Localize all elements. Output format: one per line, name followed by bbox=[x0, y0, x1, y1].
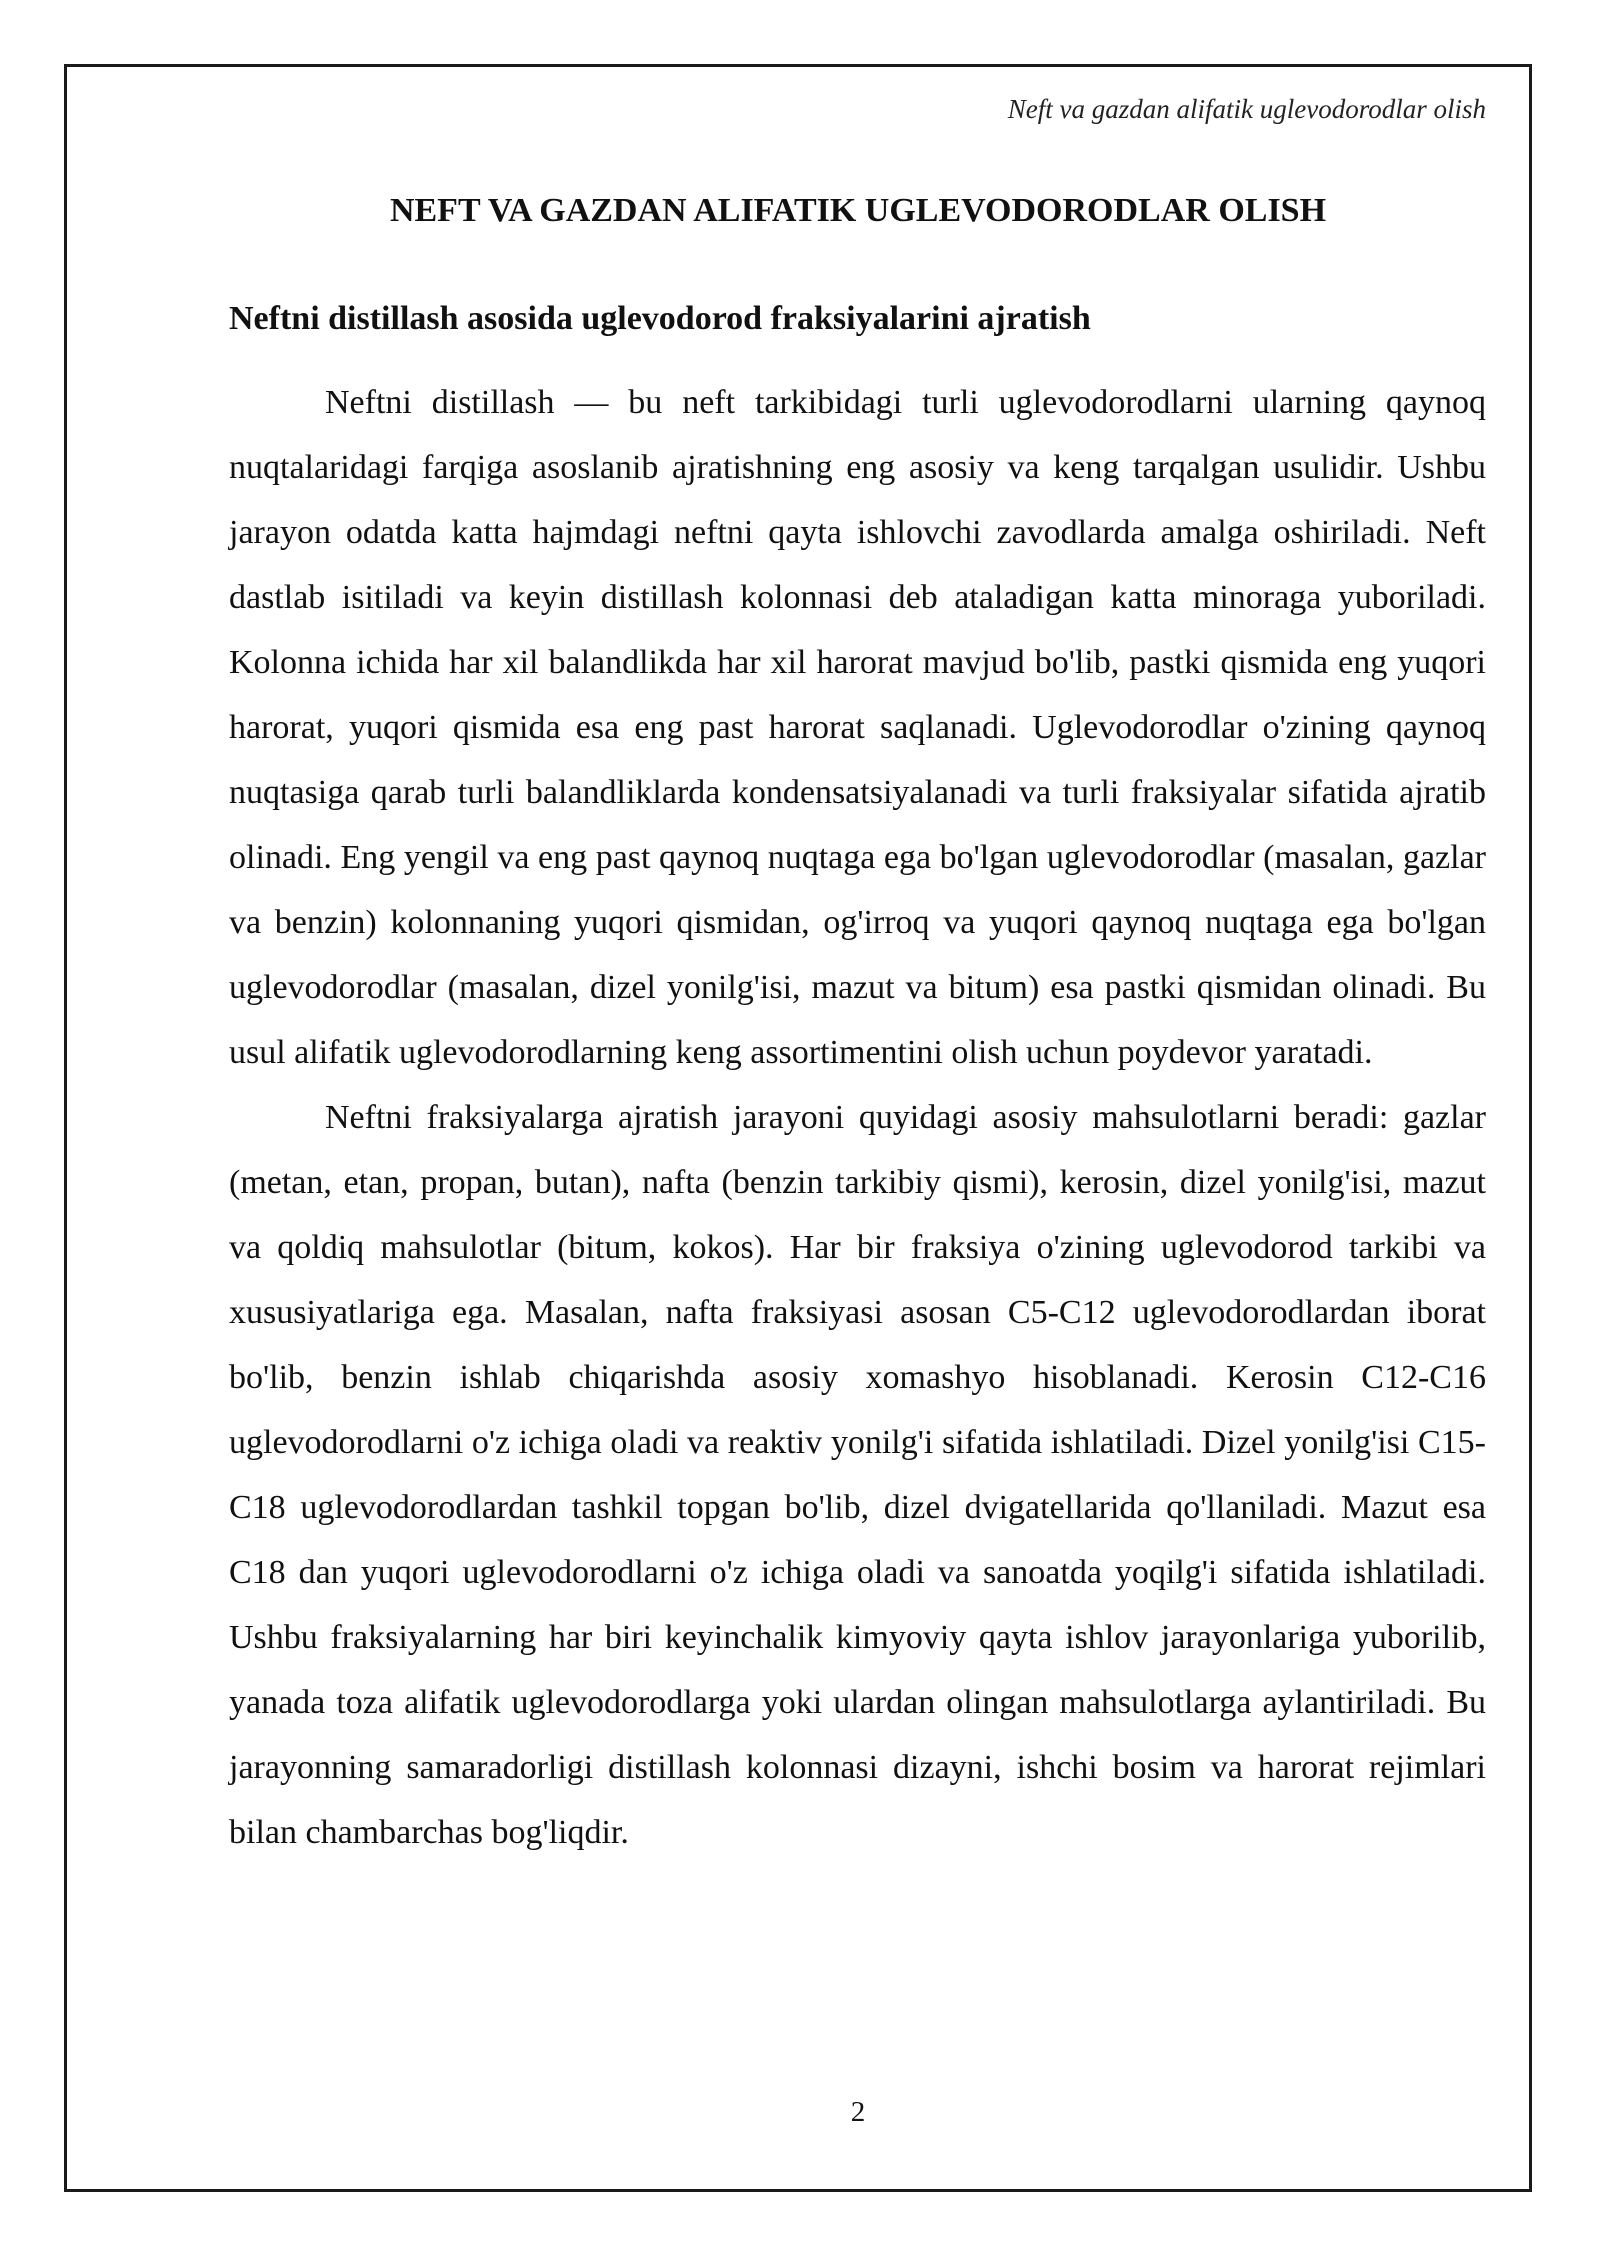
paragraph: Neftni fraksiyalarga ajratish jarayoni quyidagi asosiy mahsulotlarni beradi: gazlar (metan, etan, propan, butan), nafta (benzin tarkibiy qismi), kerosin, dizel yonilg'isi, mazut va qoldiq mahsulotlar (bitum, kokos). Har bir fraksiya o'zining uglevodorod tarkibi va xususiyatlariga ega. Masalan, nafta fraksiyasi asosan C5-C12 uglevodorodlardan iborat bo'lib, benzin ishlab chiqarishda asosiy xomashyo hisoblanadi. Kerosin C12-C16 uglevodorodlarni o'z ichiga oladi va reaktiv yonilg'i sifatida ishlatiladi. Dizel yonilg'isi C15-C18 uglevodorodlardan tashkil topgan bo'lib, dizel dvigatellarida qo'llaniladi. Mazut esa C18 dan yuqori uglevodorodlarni o'z ichiga oladi va sanoatda yoqilg'i sifatida ishlatiladi. Ushbu fraksiyalarning har biri keyinchalik kimyoviy qayta ishlov jarayonlariga yuborilib, yanada toza alifatik uglevodorodlarga yoki ulardan olingan mahsulotlarga aylantiriladi. Bu jarayonning samaradorligi distillash kolonnasi dizayni, ishchi bosim va harorat rejimlari bilan chambarchas bog'liqdir. bbox=[229, 1099, 1486, 1851]
page-number: 2 bbox=[850, 2096, 866, 2128]
body-text bbox=[229, 370, 1486, 1865]
paragraph: Neftni distillash — bu neft tarkibidagi turli uglevodorodlarni ularning qaynoq nuqtalaridagi farqiga asoslanib ajratishning eng asosiy va keng tarqalgan usulidir. Ushbu jarayon odatda katta hajmdagi neftni qayta ishlovchi zavodlarda amalga oshiriladi. Neft dastlab isitiladi va keyin distillash kolonnasi deb ataladigan katta minoraga yuboriladi. Kolonna ichida har xil balandlikda har xil harorat mavjud bo'lib, pastki qismida eng yuqori harorat, yuqori qismida esa eng past harorat saqlanadi. Uglevodorodlar o'zining qaynoq nuqtasiga qarab turli balandliklarda kondensatsiyalanadi va turli fraksiyalar sifatida ajratib olinadi. Eng yengil va eng past qaynoq nuqtaga ega bo'lgan uglevodorodlar (masalan, gazlar va benzin) kolonnaning yuqori qismidan, og'irroq va yuqori qaynoq nuqtaga ega bo'lgan uglevodorodlar (masalan, dizel yonilg'isi, mazut va bitum) esa pastki qismidan olinadi. Bu usul alifatik uglevodorodlarning keng assortimentini olish uchun poydevor yaratadi. bbox=[229, 384, 1486, 1071]
section-heading: Neftni distillash asosida uglevodorod fraksiyalarini ajratish bbox=[229, 300, 1091, 337]
document-title: NEFT VA GAZDAN ALIFATIK UGLEVODORODLAR OLISH bbox=[389, 192, 1327, 229]
running-header: Neft va gazdan alifatik uglevodorodlar olish bbox=[1007, 94, 1486, 124]
